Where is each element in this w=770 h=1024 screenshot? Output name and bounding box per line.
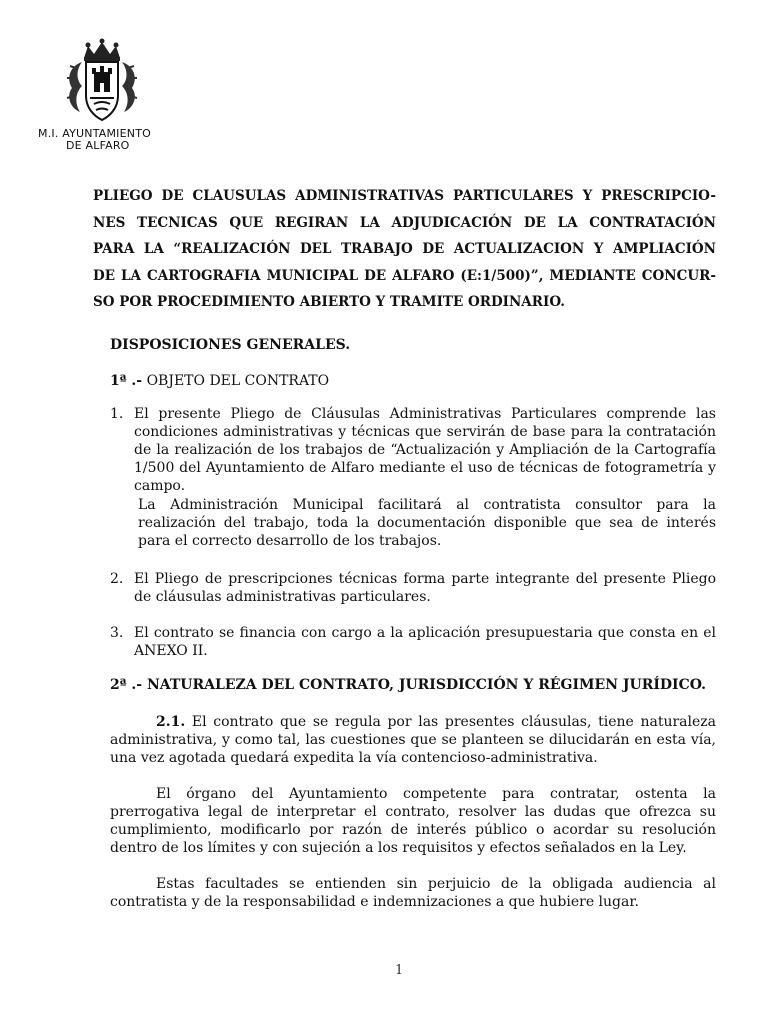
clause-number: 2.1. <box>156 714 186 730</box>
section-heading-naturaleza: 2ª .- NATURALEZA DEL CONTRATO, JURISDICCIÓN Y RÉGIMEN JURÍDICO. <box>110 677 706 693</box>
section-title: OBJETO DEL CONTRATO <box>146 373 330 389</box>
list-item-number: 2. <box>110 571 124 587</box>
section-number: 1ª .- <box>110 373 143 389</box>
title-line: NES TECNICAS QUE REGIRAN LA ADJUDICACIÓN DE LA CONTRATACIÓN <box>93 214 716 231</box>
title-line: DE LA CARTOGRAFIA MUNICIPAL DE ALFARO (E:1/500)”, MEDIANTE CONCUR- <box>93 267 716 284</box>
title-line: SO POR PROCEDIMIENTO ABIERTO Y TRAMITE ORDINARIO. <box>93 294 565 310</box>
document-title <box>93 183 716 316</box>
paragraph-organo: El órgano del Ayuntamiento competente para contratar, ostenta la prerrogativa legal de interpretar el contrato, resolver las dudas que ofrezca su cumplimiento, modificarlo por razón de interés público o acordar su resolución dentro de los límites y con sujeción a los requisitos y efectos señalados en la Ley. <box>110 786 716 856</box>
org-name-line1: M.I. AYUNTAMIENTO <box>38 127 151 140</box>
list-item-number: 3. <box>110 625 124 641</box>
section-heading-general: DISPOSICIONES GENERALES. <box>110 337 351 353</box>
page-number: 1 <box>395 963 404 978</box>
list-item-text: El presente Pliego de Cláusulas Administrativas Particulares comprende las condiciones administrativas y técnicas que servirán de base para la contratación de la realización de los trabajos de “Actualización y Ampliación de la Cartografía 1/500 del Ayuntamiento de Alfaro mediante el uso de técnicas de fotogrametría y campo. <box>134 406 716 494</box>
paragraph-2-1 <box>110 713 716 767</box>
title-line: PARA LA “REALIZACIÓN DEL TRABAJO DE ACTUALIZACION Y AMPLIACIÓN <box>93 241 716 257</box>
clause-text: El contrato que se regula por las presentes cláusulas, tiene naturaleza administrativa, y como tal, las cuestiones que se planteen se dilucidarán en esta vía, una vez agotada quedará expedita la vía contencioso-administrativa. <box>110 714 716 766</box>
paragraph-facultades: Estas facultades se entienden sin perjuicio de la obligada audiencia al contratista y de la responsabilidad e indemnizaciones a que hubiere lugar. <box>110 876 716 910</box>
title-line: PLIEGO DE CLAUSULAS ADMINISTRATIVAS PARTICULARES Y PRESCRIPCIO- <box>93 188 716 204</box>
list-item-text: El contrato se financia con cargo a la aplicación presupuestaria que consta en el ANEXO II. <box>134 625 716 659</box>
municipal-coat-of-arms-icon <box>62 38 142 128</box>
list-item-text: El Pliego de prescripciones técnicas forma parte integrante del presente Pliego de cláusulas administrativas particulares. <box>134 571 716 605</box>
list-item-number: 1. <box>110 406 124 422</box>
org-name-line2: DE ALFARO <box>66 139 130 152</box>
paragraph-admin: La Administración Municipal facilitará al contratista consultor para la realización del trabajo, toda la documentación disponible que sea de interés para el correcto desarrollo de los trabajos. <box>138 497 716 549</box>
section-heading-objeto <box>110 373 329 389</box>
